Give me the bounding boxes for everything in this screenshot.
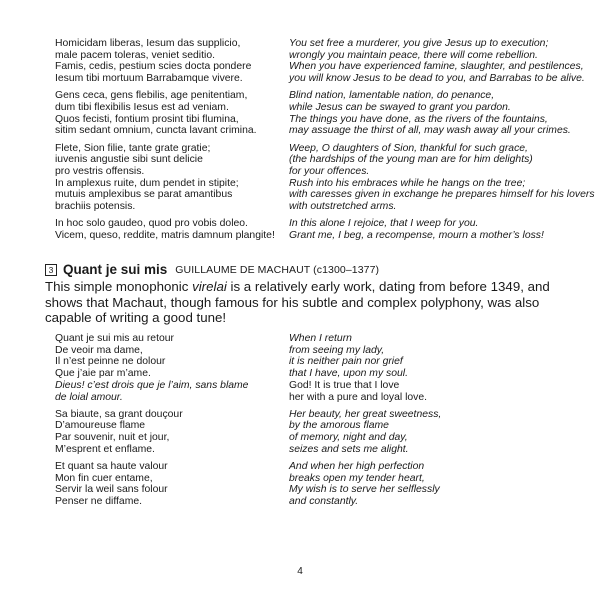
verse-line: In this alone I rejoice, that I weep for you. [289,218,479,230]
stanza [55,409,289,456]
track-number-box: 3 [45,264,57,276]
intro-text-end: is a relatively early work, dating from before 1349, and shows that Machaut, though famous for his subtle and complex polyphony, was also capable of writing a good tune! [45,279,550,326]
stanza [55,143,289,213]
track-heading [45,262,379,277]
verse-line: Mon fin cuer entame, [55,472,153,484]
verse-line: Il n’est peinne ne dolour [55,356,166,368]
verse-line: In amplexus ruite, dum pendet in stipite; [55,177,239,189]
verse-line: When you have experienced famine, slaughter, and pestilences, [289,61,584,73]
stanza [289,90,571,137]
intro-emphasis: virelai [192,279,227,294]
verse-line: while Jesus can be swayed to grant you pardon. [289,102,511,114]
verse-line: with outstretched arms. [289,201,397,213]
verse-line: for your offences. [289,166,370,178]
verse-line: mutuis amplexibus se parat amantibus [55,189,233,201]
verse-line: Quant je sui mis au retour [55,333,174,344]
verse-line: brachiis potensis. [55,201,136,213]
track-title: Quant je sui mis [63,262,168,277]
verse-line: Gens ceca, gens flebilis, age penitentiam, [55,90,248,102]
verse-line: Dieus! c’est drois que je l’aim, sans blame [55,379,249,391]
verse-line: her with a pure and loyal love. [289,391,428,403]
verse-line: de loial amour. [55,391,123,403]
verse-line: God! It is true that I love [289,379,400,391]
composer-credit: GUILLAUME DE MACHAUT (c1300–1377) [175,263,380,276]
latin-translation-column [289,38,595,242]
verse-line: of memory, night and day, [289,432,408,444]
verse-line: Vicem, queso, reddite, matris damnum plangite! [55,230,275,242]
verse-line: M’esprent et enflame. [55,443,155,455]
stanza [55,218,289,241]
stanza [289,461,565,508]
verse-line: may assuage the thirst of all, may wash away all your crimes. [289,125,571,137]
verse-line: Rush into his embraces while he hangs on the tree; [289,177,526,189]
verse-line: dum tibi flexibilis Iesus est ad veniam. [55,102,229,114]
verse-line: Iesum tibi mortuum Barrabamque vivere. [55,73,243,85]
verse-line: When I return [289,333,352,344]
verse-line: you will know Jesus to be dead to you, and Barrabas to be alive. [289,73,585,85]
verse-line: Flete, Sion filie, tante grate gratie; [55,142,211,154]
verse-line: De veoir ma dame, [55,344,143,356]
verse-line: breaks open my tender heart, [289,472,425,484]
stanza [289,218,565,241]
verse-line: male pacem toleras, veniet seditio. [55,49,215,61]
verse-line: seizes and sets me alight. [289,443,409,455]
verse-line: and constantly. [289,496,359,508]
verse-line: D’amoureuse flame [55,420,146,432]
verse-line: My wish is to serve her selflessly [289,484,440,496]
intro-text-start: This simple monophonic [45,279,193,294]
stanza [289,142,595,213]
latin-column [55,38,289,242]
verse-line: sitim sedant omnium, cuncta lavant crimina. [55,125,257,137]
verse-line: it is neither pain nor grief [289,356,403,368]
intro-paragraph [45,279,565,326]
verse-line: (the hardships of the young man are for him delights) [289,154,533,166]
verse-line: In hoc solo gaudeo, quod pro vobis doleo. [55,218,248,230]
french-translation-column [289,333,565,508]
verse-line: Quos fecisti, fontium prosint tibi flumina, [55,113,239,125]
verse-line: pro vestris offensis. [55,166,145,178]
verse-line: Et quant sa haute valour [55,461,168,473]
verse-line: Sa biaute, sa grant douçour [55,408,183,420]
verse-line: Grant me, I beg, a recompense, mourn a mother’s loss! [289,230,544,242]
verse-line: that I have, upon my soul. [289,368,408,380]
verse-line: from seeing my lady, [289,344,385,356]
latin-text-block [55,38,595,242]
verse-line: Homicidam liberas, Iesum das supplicio, [55,38,241,49]
verse-line: Blind nation, lamentable nation, do penance, [289,90,495,102]
stanza [55,90,289,137]
verse-line: Servir la weil sans folour [55,484,168,496]
verse-line: wrongly you maintain peace, there will come rebellion. [289,49,538,61]
verse-line: Weep, O daughters of Sion, thankful for such grace, [289,142,528,154]
verse-line: Famis, cedis, pestium scies docta pondere [55,61,252,73]
verse-line: iuvenis angustie sibi sunt delicie [55,154,203,166]
verse-line: And when her high perfection [289,461,425,473]
stanza [55,333,289,403]
french-text-block [55,333,565,508]
stanza [55,461,289,508]
page-number: 4 [297,566,303,577]
stanza [55,38,289,85]
verse-line: Que j’aie par m’ame. [55,368,151,380]
verse-line: by the amorous flame [289,420,389,432]
verse-line: with caresses given in exchange he prepares himself for his lovers [289,189,595,201]
verse-line: Par souvenir, nuit et jour, [55,432,170,444]
stanza [289,333,565,403]
stanza [289,409,565,456]
verse-line: You set free a murderer, you give Jesus up to execution; [289,38,549,49]
stanza [289,38,585,85]
verse-line: Her beauty, her great sweetness, [289,408,442,420]
verse-line: Penser ne diffame. [55,496,143,508]
verse-line: The things you have done, as the rivers of the fountains, [289,113,548,125]
french-column [55,333,289,508]
